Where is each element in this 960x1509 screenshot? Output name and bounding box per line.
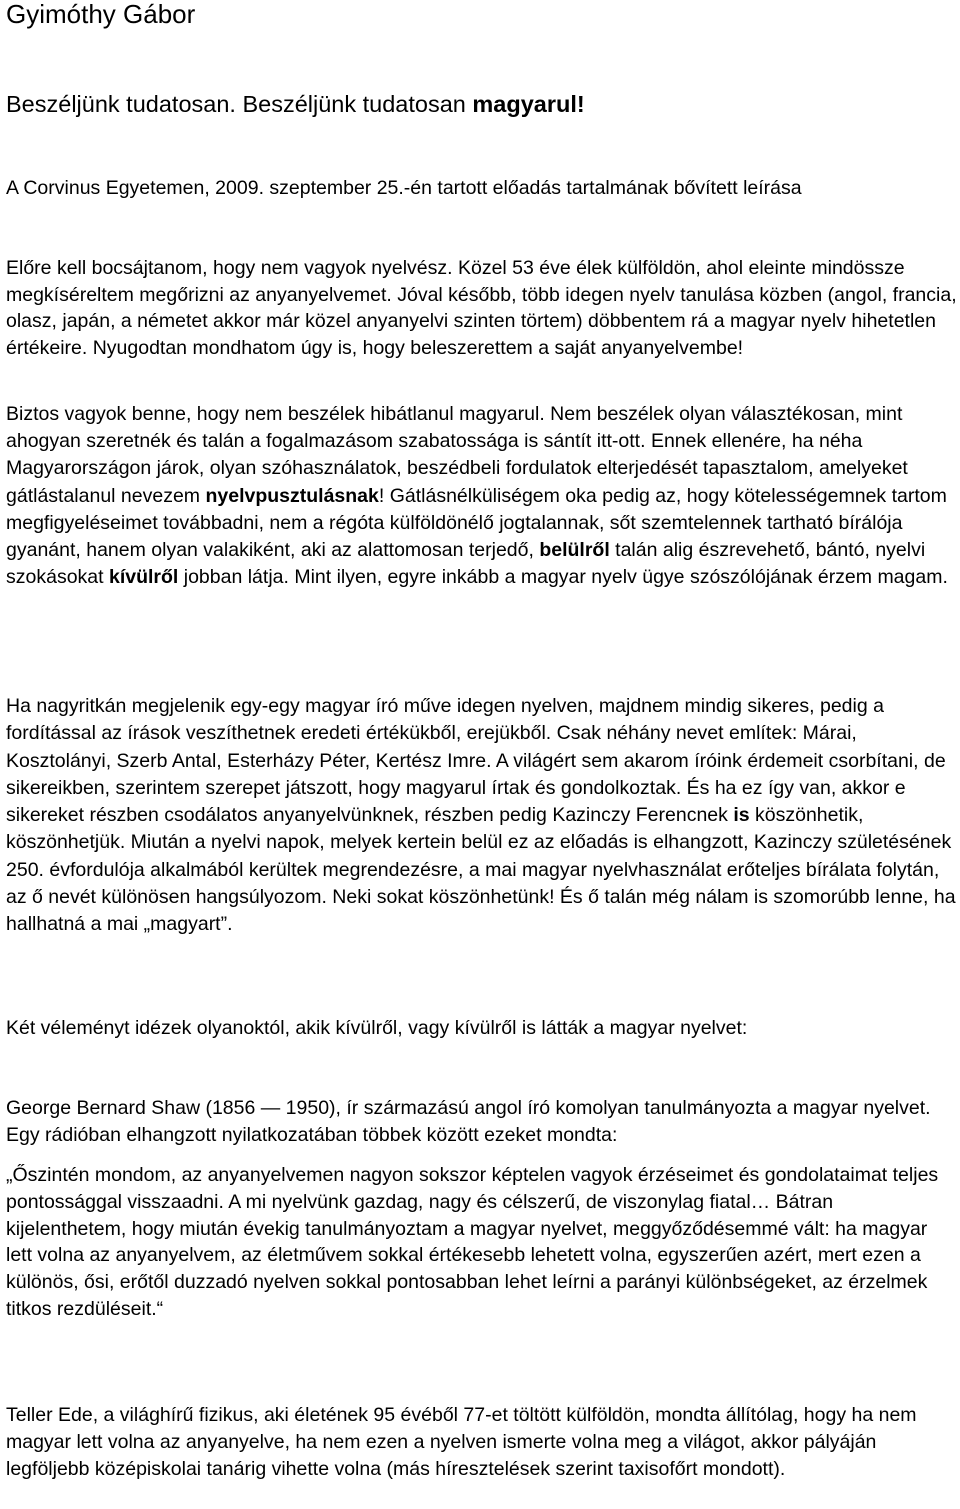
ha-text-1: Ha nagyritkán megjelenik egy-egy magyar író műve idegen nyelven, majdnem mindig sikeres, pedig a fordítással az írások veszíthetnek eredeti értékükből, erejükből. Csak néhány nevet említek: Márai, Kosztolányi, Szerb Antal, Esterházy Péter, Kertész Imre. A világért sem akarom íróink érdemeit csorbítani, de sikereikben, szerintem szerepet játszott, hogy magyarul írtak és gondolkoztak. És ha ez így van, akkor e sikereket részben csodálatos anyanyelvünknek, részben pedig Kazinczy Ferencnek [6,695,946,827]
intro-text: Előre kell bocsájtanom, hogy nem vagyok nyelvész. Közel 53 éve élek külföldön, ahol eleinte mindössze megkíséreltem megőrizni az anyanyelvemet. Jóval később, több idegen nyelv tanulása közben (angol, francia, olasz, japán, a németet akkor már közel anyanyelvi szinten törtem) döbbentem rá a magyar nyelv hihetetlen értékeire. Nyugodtan mondhatom úgy is, hogy beleszerettem a saját anyanyelvembe! [6,257,957,359]
document-title [6,89,585,119]
shaw-text: George Bernard Shaw (1856 — 1950), ír származású angol író komolyan tanulmányozta a magyar nyelvet. Egy rádióban elhangzott nyilatkozatában többek között ezeket mondta: [6,1097,931,1146]
title-bold-text: magyarul! [472,91,585,117]
paragraph-shaw-quote [6,1162,958,1323]
ha-text-2: köszönhetik, köszönhetjük. Miután a nyelvi napok, melyek kertein belül ez az előadás is elhangzott, Kazinczy születésének 250. évfordulója alkalmából kerültek megrendezésre, a mai magyar nyelvhasználat erőteljes bírálata folytán, az ő nevét különösen hangsúlyozom. Neki sokat köszönhetünk! És ő talán még nálam is szomorúbb lenne, ha hallhatná a mai „magyart”. [6,804,956,936]
paragraph-ha [6,693,958,939]
biztos-text-4: jobban látja. Mint ilyen, egyre inkább a magyar nyelv ügye szószólójának érzem magam. [178,566,948,589]
biztos-text [6,401,958,591]
paragraph-ket [6,1015,958,1042]
shaw-quote-text: „Őszintén mondom, az anyanyelvemen nagyon sokszor képtelen vagyok érzéseimet és gondolataimat teljes pontossággal visszaadni. A mi nyelvünk gazdag, nagy és célszerű, de viszonylag fiatal… Bátran kijelenthetem, hogy miután évekig tanulmányoztam a magyar nyelvet, meggyőződésemmé vált: ha magyar lett volna az anyanyelvem, az életművem sokkal értékesebb lehetett volna, egyszerűen azért, mert ezen a különös, ősi, erőtől duzzadó nyelven sokkal pontosabban lehet leírni a parányi különbségeket, az érzelmek titkos rezdüléseit.“ [6,1164,939,1320]
biztos-text-3: talán alig észrevehető, bántó, nyelvi szokásokat [6,539,926,589]
ha-bold-1: is [733,804,750,827]
ket-text: Két véleményt idézek olyanoktól, akik kívülről, vagy kívülről is látták a magyar nyelvet: [6,1017,748,1039]
document-subtitle: A Corvinus Egyetemen, 2009. szeptember 25.-én tartott előadás tartalmának bővített leírása [6,177,802,199]
biztos-text-2: ! Gátlásnélküliségem oka pedig az, hogy kötelességemnek tartom megfigyeléseimet továbbadni, nem a régóta külföldönélő jogtalannak, sőt szemtelennek tartható bírálója gyanánt, hanem olyan valakiként, aki az alattomosan terjedő, [6,484,947,562]
author-name: Gyimóthy Gábor [6,0,196,29]
paragraph-intro [6,255,958,361]
paragraph-biztos [6,401,958,591]
ha-text [6,693,958,939]
title-text: Beszéljünk tudatosan. Beszéljünk tudatosan [6,91,473,117]
biztos-bold-2: belülről [539,539,610,562]
biztos-bold-3: kívülről [108,566,179,589]
paragraph-teller [6,1402,958,1484]
biztos-text-1: Biztos vagyok benne, hogy nem beszélek hibátlanul magyarul. Nem beszélek olyan választékosan, mint ahogyan szeretnék és talán a fogalmazásom szabatossága is sántít itt-ott. Ennek ellenére, ha néha Magyarországon járok, olyan szóhasználatok, beszédbeli fordulatok elterjedését tapasztalom, amelyeket gátlástalanul nevezem [6,403,908,507]
paragraph-shaw [6,1095,958,1149]
biztos-bold-1: nyelvpusztulásnak [205,484,379,507]
teller-text: Teller Ede, a világhírű fizikus, aki életének 95 évéből 77-et töltött külföldön, mondta állítólag, hogy ha nem magyar lett volna az anyanyelve, ha nem ezen a nyelven ismerte volna meg a világot, akkor pályáján legföljebb középiskolai tanárig vihette volna (más híresztelések szerint taxisofőrt mondott). [6,1404,917,1481]
